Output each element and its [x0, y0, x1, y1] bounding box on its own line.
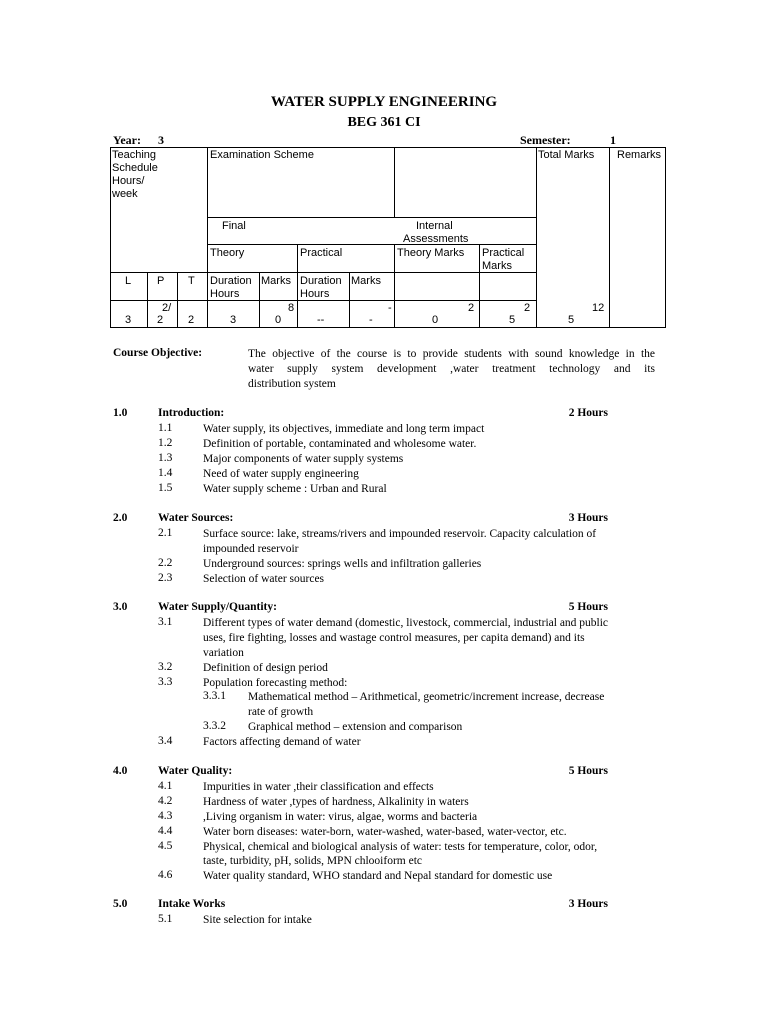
item-text-line: Water supply, its objectives, immediate and long term impact — [203, 422, 485, 435]
section-number: 2.0 — [113, 512, 128, 524]
teaching-schedule-line-2: Schedule — [112, 162, 158, 174]
section-number: 3.0 — [113, 601, 128, 613]
item-number: 4.6 — [158, 869, 173, 882]
item-text-line: Need of water supply engineering — [203, 467, 359, 480]
value-practical-marks-top: - — [388, 302, 392, 314]
section-hours: 5 Hours — [568, 601, 608, 613]
item-number: 4.1 — [158, 779, 173, 792]
item-text-line: taste, turbidity, pH, solids, MPN chlooiform etc — [203, 855, 423, 868]
section-hours: 3 Hours — [568, 512, 608, 524]
final-header: Final — [222, 220, 246, 232]
col-l: L — [125, 275, 132, 287]
item-number: 2.1 — [158, 526, 173, 539]
item-text-line: Physical, chemical and biological analysis of water: tests for temperature, color, odor, — [203, 840, 598, 853]
objective-line: distribution system — [248, 378, 336, 390]
objective-line: water supply system development ,water treatment technology and its — [248, 363, 655, 375]
item-text-line: Underground sources: springs wells and infiltration galleries — [203, 557, 482, 570]
section-title: Water Quality: — [158, 765, 233, 777]
teaching-schedule-line-3: Hours/ — [112, 175, 145, 187]
value-practical-duration: -- — [317, 314, 325, 326]
theory-marks-header: Theory Marks — [397, 247, 465, 259]
section-title: Introduction: — [158, 407, 225, 419]
item-text-line: Impurities in water ,their classification and effects — [203, 780, 434, 793]
item-number: 3.4 — [158, 735, 173, 748]
item-text-line: Population forecasting method: — [203, 676, 348, 689]
item-number: 2.2 — [158, 556, 173, 569]
item-text-line: Selection of water sources — [203, 572, 325, 585]
item-text-line: Graphical method – extension and comparison — [248, 721, 463, 734]
item-text-line: variation — [203, 646, 244, 659]
duration-hours-1-line-2: Hours — [210, 288, 240, 300]
item-text-line: impounded reservoir — [203, 542, 299, 555]
item-text-line: Site selection for intake — [203, 913, 312, 926]
value-total-top: 12 — [592, 302, 605, 314]
value-internal-theory-top: 2 — [468, 302, 475, 314]
section-number: 1.0 — [113, 407, 128, 419]
item-number: 1.4 — [158, 466, 173, 479]
item-number: 4.5 — [158, 839, 173, 852]
item-text-line: Water supply scheme : Urban and Rural — [203, 482, 387, 495]
value-internal-practical-bottom: 5 — [509, 314, 516, 326]
practical-marks-line-2: Marks — [482, 260, 512, 272]
col-t: T — [188, 275, 195, 287]
item-text-line: ,Living organism in water: virus, algae, worms and bacteria — [203, 810, 478, 823]
item-number: 1.2 — [158, 436, 173, 449]
item-number: 3.2 — [158, 660, 173, 673]
duration-hours-1-line-1: Duration — [210, 275, 252, 287]
item-number: 2.3 — [158, 571, 173, 584]
value-theory-marks-bottom: 0 — [275, 314, 282, 326]
value-p-bottom: 2 — [157, 314, 164, 326]
value-theory-duration: 3 — [230, 314, 237, 326]
duration-hours-2-line-1: Duration — [300, 275, 342, 287]
item-number: 3.3 — [158, 675, 173, 688]
section-hours: 5 Hours — [568, 765, 608, 777]
semester-label: Semester: — [520, 133, 571, 147]
item-number: 1.5 — [158, 481, 173, 494]
item-number: 4.3 — [158, 809, 173, 822]
item-number: 1.1 — [158, 421, 173, 434]
section-number: 4.0 — [113, 765, 128, 777]
item-number: 3.3.2 — [203, 720, 226, 733]
section-title: Intake Works — [158, 898, 226, 910]
item-text-line: Mathematical method – Arithmetical, geometric/increment increase, decrease — [248, 691, 605, 704]
duration-hours-2-line-2: Hours — [300, 288, 330, 300]
teaching-schedule-line-1: Teaching — [112, 149, 157, 161]
course-objective-label: Course Objective: — [113, 347, 203, 359]
item-number: 5.1 — [158, 912, 173, 925]
item-text-line: uses, fire fighting, losses and wastage control measures, per capita demand) and its — [203, 631, 585, 644]
value-theory-marks-top: 8 — [288, 302, 295, 314]
item-text-line: Definition of design period — [203, 661, 328, 674]
document-title: WATER SUPPLY ENGINEERING — [270, 94, 498, 110]
section-title: Water Sources: — [158, 512, 234, 524]
item-text-line: Major components of water supply systems — [203, 452, 404, 465]
item-text-line: Surface source: lake, streams/rivers and impounded reservoir. Capacity calculation of — [203, 527, 597, 540]
theory-header: Theory — [210, 247, 245, 259]
year-value: 3 — [158, 133, 164, 147]
teaching-schedule-line-4: week — [112, 188, 138, 200]
course-objective-text — [248, 347, 655, 392]
item-number: 4.2 — [158, 794, 173, 807]
item-text-line: rate of growth — [248, 706, 314, 719]
item-text-line: Hardness of water ,types of hardness, Alkalinity in waters — [203, 795, 469, 808]
item-text-line: Water quality standard, WHO standard and Nepal standard for domestic use — [203, 870, 553, 883]
item-text-line: Definition of portable, contaminated and wholesome water. — [203, 437, 477, 450]
practical-header: Practical — [300, 247, 343, 259]
item-text-line: Different types of water demand (domestic, livestock, commercial, industrial and public — [203, 616, 609, 629]
value-internal-practical-top: 2 — [524, 302, 531, 314]
section-hours: 2 Hours — [568, 407, 608, 419]
objective-line: The objective of the course is to provide students with sound knowledge in the — [248, 348, 655, 360]
semester-value: 1 — [610, 133, 616, 147]
item-number: 3.1 — [158, 615, 173, 628]
total-marks-header: Total Marks — [538, 149, 595, 161]
value-total-bottom: 5 — [568, 314, 575, 326]
examination-scheme-header: Examination Scheme — [210, 149, 314, 161]
item-number: 1.3 — [158, 451, 173, 464]
value-p-top: 2/ — [162, 302, 172, 314]
exam-scheme-table — [110, 147, 666, 328]
remarks-header: Remarks — [617, 149, 662, 161]
marks-1: Marks — [261, 275, 291, 287]
section-number: 5.0 — [113, 898, 128, 910]
year-label: Year: — [113, 133, 141, 147]
item-text-line: Water born diseases: water-born, water-washed, water-based, water-vector, etc. — [203, 825, 567, 838]
section-hours: 3 Hours — [568, 898, 608, 910]
internal-assessments-line-1: Internal — [416, 220, 453, 232]
course-code: BEG 361 CI — [347, 115, 421, 130]
internal-assessments-line-2: Assessments — [403, 233, 469, 245]
col-p: P — [157, 275, 165, 287]
marks-2: Marks — [351, 275, 381, 287]
value-l: 3 — [125, 314, 132, 326]
value-practical-marks-bottom: - — [369, 314, 373, 326]
item-text-line: Factors affecting demand of water — [203, 736, 361, 749]
item-number: 4.4 — [158, 824, 173, 837]
value-internal-theory-bottom: 0 — [432, 314, 439, 326]
item-number: 3.3.1 — [203, 690, 226, 703]
practical-marks-line-1: Practical — [482, 247, 525, 259]
value-t: 2 — [188, 314, 195, 326]
section-title: Water Supply/Quantity: — [158, 601, 277, 613]
